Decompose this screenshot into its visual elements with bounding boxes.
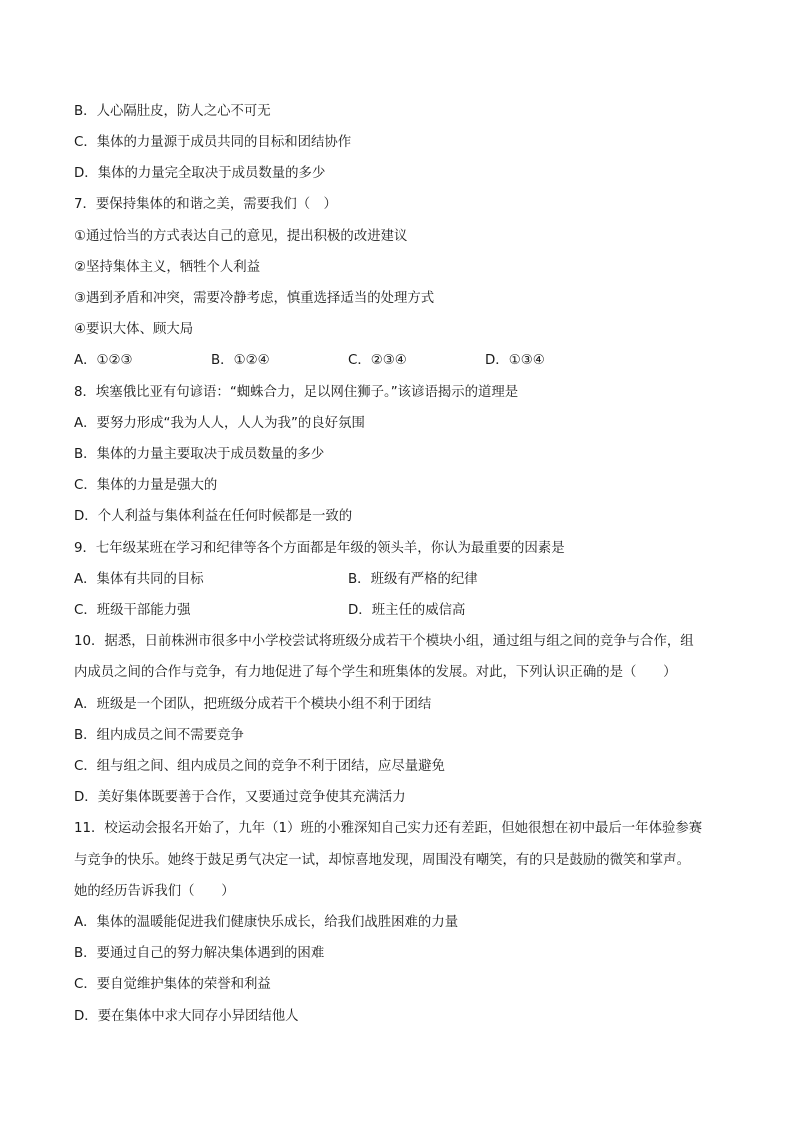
q7-option-c: C．②③④ bbox=[348, 353, 407, 368]
q10-stem-line-2: 内成员之间的合作与竞争，有力地促进了每个学生和班集体的发展。对此，下列认识正确的是（ ） bbox=[74, 665, 677, 680]
q11-stem-line-2: 与竞争的快乐。她终于鼓足勇气决定一试，却惊喜地发现，周围没有嘲笑，有的只是鼓励的微笑和掌声。 bbox=[74, 853, 690, 868]
q9-option-a: A．集体有共同的目标 bbox=[74, 572, 204, 587]
q8-option-a: A．要努力形成“我为人人，人人为我”的良好氛围 bbox=[74, 416, 365, 431]
q11-option-c: C．要自觉维护集体的荣誉和利益 bbox=[74, 977, 271, 992]
q10-option-c: C．组与组之间、组内成员之间的竞争不利于团结，应尽量避免 bbox=[74, 759, 445, 774]
q8-option-b: B．集体的力量主要取决于成员数量的多少 bbox=[74, 447, 325, 462]
q7-item-4: ④要识大体、顾大局 bbox=[74, 322, 194, 337]
q7-item-3: ③遇到矛盾和冲突，需要冷静考虑，慎重选择适当的处理方式 bbox=[74, 291, 435, 306]
q7-option-a: A．①②③ bbox=[74, 353, 133, 368]
q10-option-b: B．组内成员之间不需要竞争 bbox=[74, 728, 244, 743]
q11-stem-line-3: 她的经历告诉我们（ ） bbox=[74, 884, 235, 899]
q8-option-d: D．个人利益与集体利益在任何时候都是一致的 bbox=[74, 509, 353, 524]
q6-option-c: C．集体的力量源于成员共同的目标和团结协作 bbox=[74, 135, 352, 150]
q8-option-c: C．集体的力量是强大的 bbox=[74, 478, 218, 493]
q9-option-b: B．班级有严格的纪律 bbox=[348, 572, 478, 587]
q10-option-a: A．班级是一个团队，把班级分成若干个模块小组不利于团结 bbox=[74, 697, 432, 712]
q9-option-c: C．班级干部能力强 bbox=[74, 603, 191, 618]
q11-option-d: D．要在集体中求大同存小异团结他人 bbox=[74, 1009, 299, 1024]
q7-option-d: D．①③④ bbox=[485, 353, 545, 368]
q6-option-d: D．集体的力量完全取决于成员数量的多少 bbox=[74, 166, 326, 181]
q9-option-d: D．班主任的威信高 bbox=[348, 603, 466, 618]
q7-option-b: B．①②④ bbox=[211, 353, 270, 368]
q7-stem: 7．要保持集体的和谐之美，需要我们（ ） bbox=[74, 197, 337, 212]
q11-option-b: B．要通过自己的努力解决集体遇到的困难 bbox=[74, 946, 325, 961]
q10-option-d: D．美好集体既要善于合作，又要通过竞争使其充满活力 bbox=[74, 790, 406, 805]
q10-stem-line-1: 10．据悉，日前株洲市很多中小学校尝试将班级分成若干个模块小组，通过组与组之间的竞争与合作，组 bbox=[74, 634, 694, 649]
q7-item-2: ②坚持集体主义，牺牲个人利益 bbox=[74, 260, 261, 275]
q7-item-1: ①通过恰当的方式表达自己的意见，提出积极的改进建议 bbox=[74, 229, 408, 244]
q6-option-b: B．人心隔肚皮，防人之心不可无 bbox=[74, 104, 271, 119]
q8-stem: 8．埃塞俄比亚有句谚语：“蜘蛛合力，足以网住狮子。”该谚语揭示的道理是 bbox=[74, 385, 519, 400]
q11-stem-line-1: 11．校运动会报名开始了，九年（1）班的小雅深知自己实力还有差距，但她很想在初中最后一年体验参赛 bbox=[74, 821, 703, 836]
q9-stem: 9．七年级某班在学习和纪律等各个方面都是年级的领头羊，你认为最重要的因素是 bbox=[74, 541, 565, 556]
q11-option-a: A．集体的温暖能促进我们健康快乐成长，给我们战胜困难的力量 bbox=[74, 915, 459, 930]
